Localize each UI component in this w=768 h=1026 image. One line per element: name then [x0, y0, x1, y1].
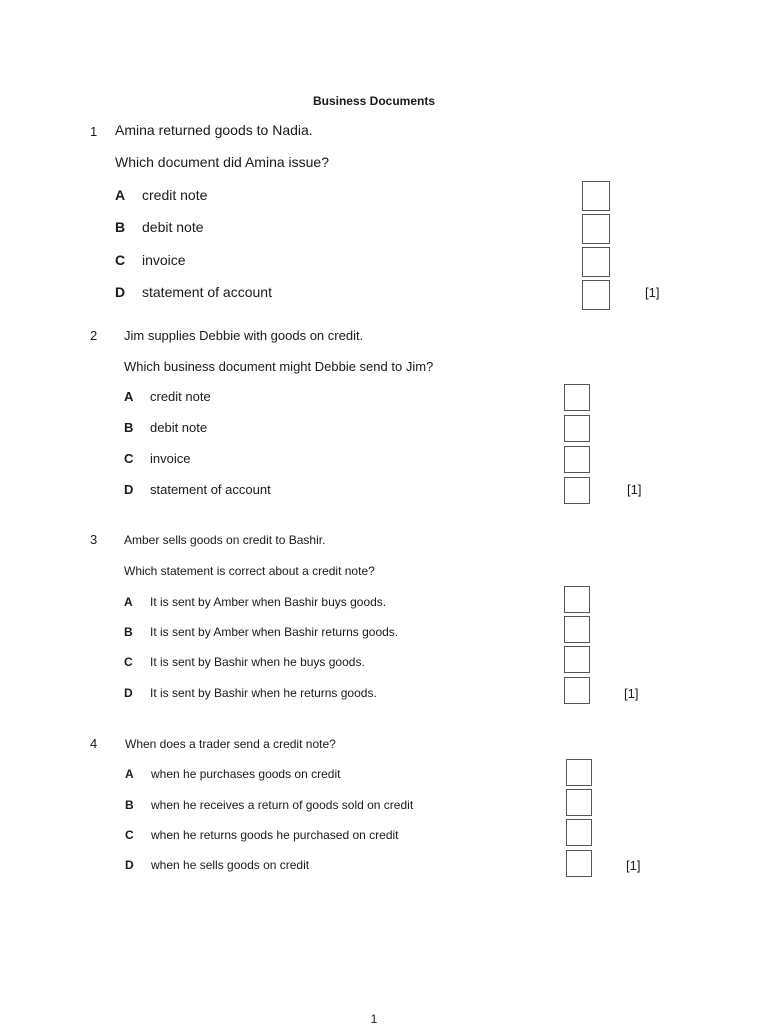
marks-label: [1] — [626, 858, 641, 873]
option-text: It is sent by Bashir when he buys goods. — [150, 655, 365, 669]
answer-box-d[interactable] — [564, 677, 590, 704]
question-4 — [90, 736, 700, 881]
option-letter: A — [124, 389, 134, 404]
question-2 — [90, 327, 690, 507]
option-letter: C — [115, 252, 126, 268]
answer-box-c[interactable] — [582, 247, 610, 277]
option-text: credit note — [142, 187, 208, 203]
option-letter: D — [125, 858, 134, 872]
option-text: when he purchases goods on credit — [151, 767, 341, 781]
option-letter: A — [115, 187, 126, 203]
option-letter: B — [125, 798, 134, 812]
option-letter: D — [124, 686, 133, 700]
answer-box-a[interactable] — [582, 181, 610, 211]
option-letter: C — [124, 451, 134, 466]
answer-box-d[interactable] — [582, 280, 610, 310]
question-1 — [90, 122, 690, 312]
option-text: statement of account — [150, 482, 271, 497]
option-letter: A — [124, 595, 133, 609]
option-text: invoice — [150, 451, 191, 466]
question-prompt: Which statement is correct about a credit note? — [124, 564, 375, 578]
question-prompt: Which business document might Debbie send to Jim? — [124, 359, 434, 374]
option-text: invoice — [142, 252, 186, 268]
option-letter: D — [124, 482, 134, 497]
marks-label: [1] — [627, 482, 642, 497]
option-letter: B — [115, 219, 126, 235]
marks-label: [1] — [645, 285, 660, 300]
option-letter: A — [125, 767, 134, 781]
option-letter: B — [124, 625, 133, 639]
question-number: 1 — [90, 124, 98, 139]
option-letter: D — [115, 284, 126, 300]
question-number: 4 — [90, 736, 98, 751]
answer-box-b[interactable] — [564, 415, 590, 442]
question-stem: Amina returned goods to Nadia. — [115, 122, 313, 138]
option-text: when he receives a return of goods sold on credit — [151, 798, 414, 812]
question-stem: Jim supplies Debbie with goods on credit. — [124, 328, 364, 343]
question-stem: When does a trader send a credit note? — [125, 737, 336, 751]
answer-box-b[interactable] — [564, 616, 590, 643]
answer-box-d[interactable] — [566, 850, 592, 877]
option-text: debit note — [150, 420, 208, 435]
option-letter: C — [124, 655, 133, 669]
marks-label: [1] — [624, 686, 639, 701]
question-3 — [90, 532, 690, 712]
option-text: It is sent by Amber when Bashir returns goods. — [150, 625, 399, 639]
option-text: credit note — [150, 389, 211, 404]
page-number: 1 — [370, 1012, 378, 1026]
option-letter: C — [125, 828, 134, 842]
answer-box-a[interactable] — [564, 384, 590, 411]
question-prompt: Which document did Amina issue? — [115, 154, 329, 170]
option-text: when he returns goods he purchased on credit — [151, 828, 399, 842]
question-stem: Amber sells goods on credit to Bashir. — [124, 533, 326, 547]
option-text: It is sent by Bashir when he returns goods. — [150, 686, 377, 700]
answer-box-c[interactable] — [564, 446, 590, 473]
option-text: It is sent by Amber when Bashir buys goods. — [150, 595, 387, 609]
page-title: Business Documents — [312, 94, 436, 108]
option-letter: B — [124, 420, 134, 435]
answer-box-c[interactable] — [564, 646, 590, 673]
answer-box-c[interactable] — [566, 819, 592, 846]
question-number: 3 — [90, 532, 98, 547]
answer-box-d[interactable] — [564, 477, 590, 504]
answer-box-a[interactable] — [564, 586, 590, 613]
answer-box-a[interactable] — [566, 759, 592, 786]
question-number: 2 — [90, 328, 98, 343]
option-text: when he sells goods on credit — [151, 858, 310, 872]
option-text: statement of account — [142, 284, 272, 300]
option-text: debit note — [142, 219, 204, 235]
answer-box-b[interactable] — [582, 214, 610, 244]
answer-box-b[interactable] — [566, 789, 592, 816]
